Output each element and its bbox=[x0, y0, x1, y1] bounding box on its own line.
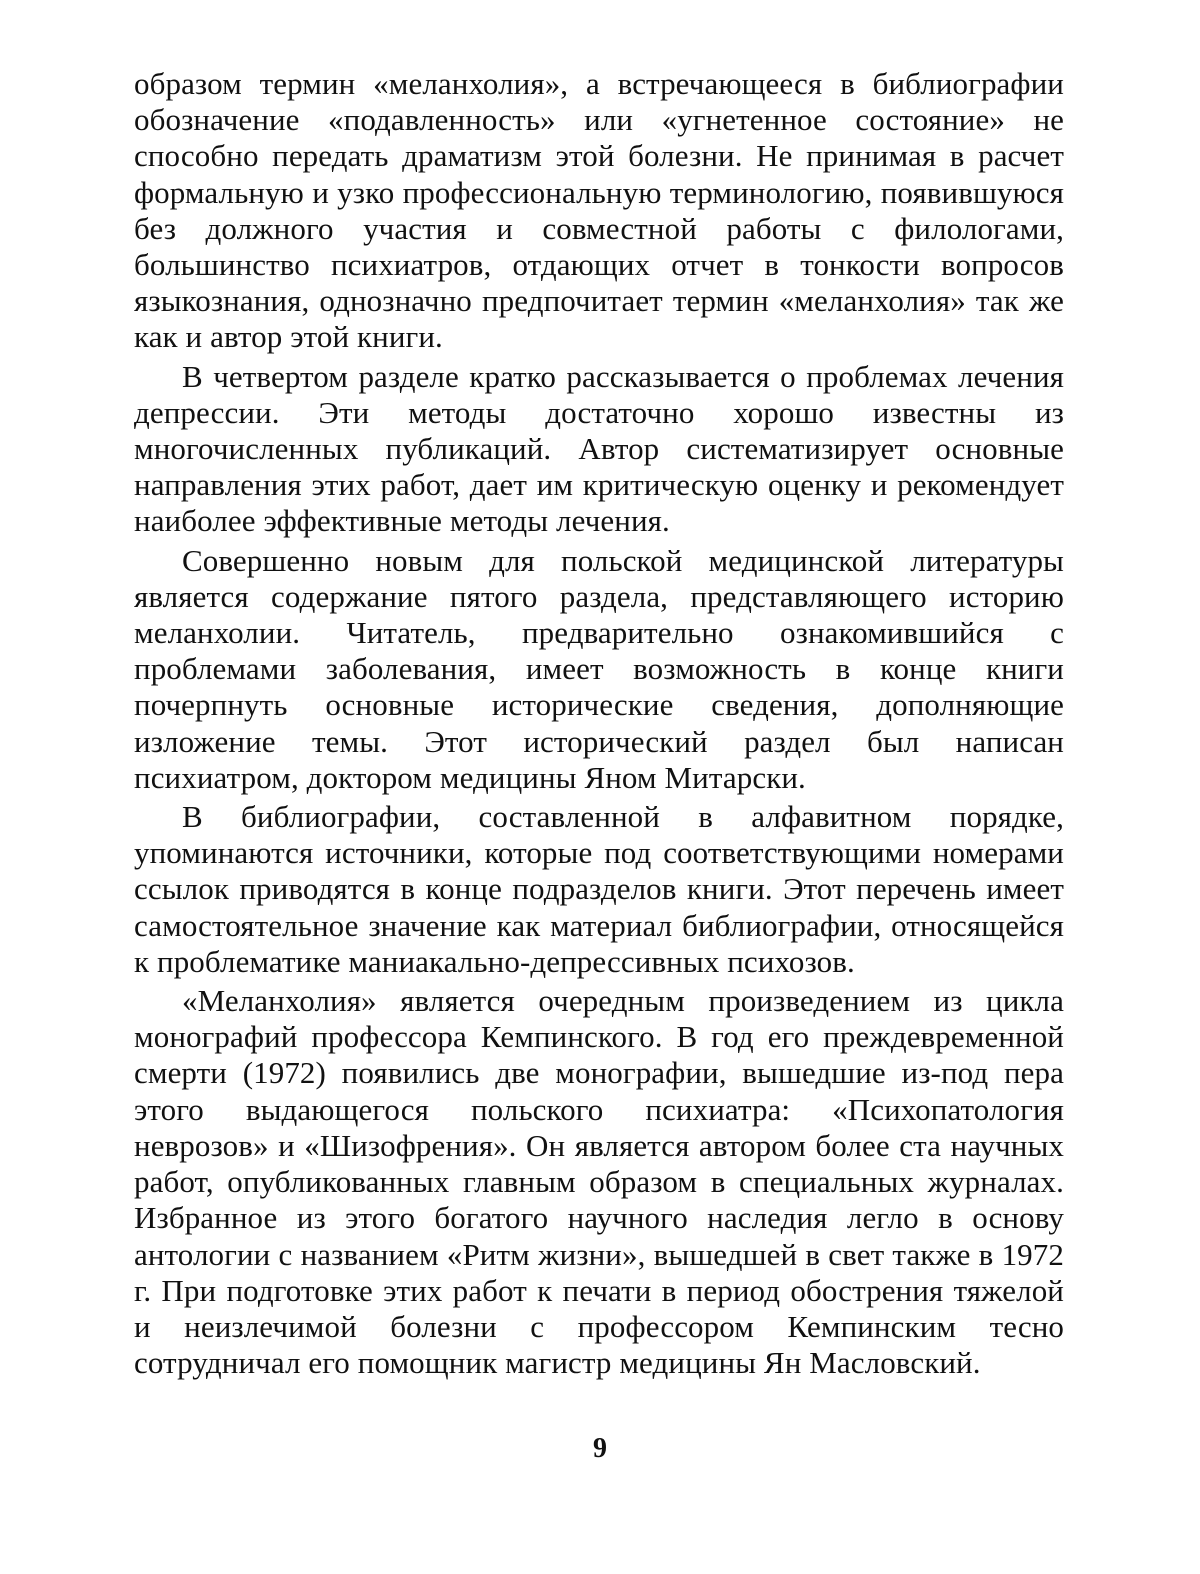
paragraph-3: Совершенно новым для польской медицинской литературы является содержание пятого раздела, представляющего историю меланхолии. Читатель, предварительно ознакомившийся с проблемами заболевания, имеет возможность в конце книги почерпнуть основные исторические сведения, дополняющие изложение темы. Этот исторический раздел был написан психиатром, доктором медицины Яном Митарски. bbox=[134, 543, 1064, 796]
paragraph-4: В библиографии, составленной в алфавитном порядке, упоминаются источники, которые под соответствующими номерами ссылок приводятся в конце подразделов книги. Этот перечень имеет самостоятельное значение как материал библиографии, относящейся к проблематике маниакально-депрессивных психозов. bbox=[134, 799, 1064, 980]
paragraph-2: В четвертом разделе кратко рассказывается о проблемах лечения депрессии. Эти методы достаточно хорошо известны из многочисленных публикаций. Автор систематизирует основные направления этих работ, дает им критическую оценку и рекомендует наиболее эффективные методы лечения. bbox=[134, 359, 1064, 540]
paragraph-1: образом термин «меланхолия», а встречающееся в библиографии обозначение «подавленность» или «угнетенное состояние» не способно передать драматизм этой болезни. Не принимая в расчет формальную и узко профессиональную терминологию, появившуюся без должного участия и совместной работы с филологами, большинство психиатров, отдающих отчет в тонкости вопросов языкознания, однозначно предпочитает термин «меланхолия» так же как и автор этой книги. bbox=[134, 66, 1064, 356]
page-body bbox=[134, 66, 1064, 1384]
page-number: 9 bbox=[0, 1432, 1200, 1466]
paragraph-5: «Меланхолия» является очередным произведением из цикла монографий профессора Кемпинского. В год его преждевременной смерти (1972) появились две монографии, вышедшие из-под пера этого выдающегося польского психиатра: «Психопатология неврозов» и «Шизофрения». Он является автором более ста научных работ, опубликованных главным образом в специальных журналах. Избранное из этого богатого научного наследия легло в основу антологии с названием «Ритм жизни», вышедшей в свет также в 1972 г. При подготовке этих работ к печати в период обострения тяжелой и неизлечимой болезни с профессором Кемпинским тесно сотрудничал его помощник магистр медицины Ян Масловский. bbox=[134, 983, 1064, 1381]
